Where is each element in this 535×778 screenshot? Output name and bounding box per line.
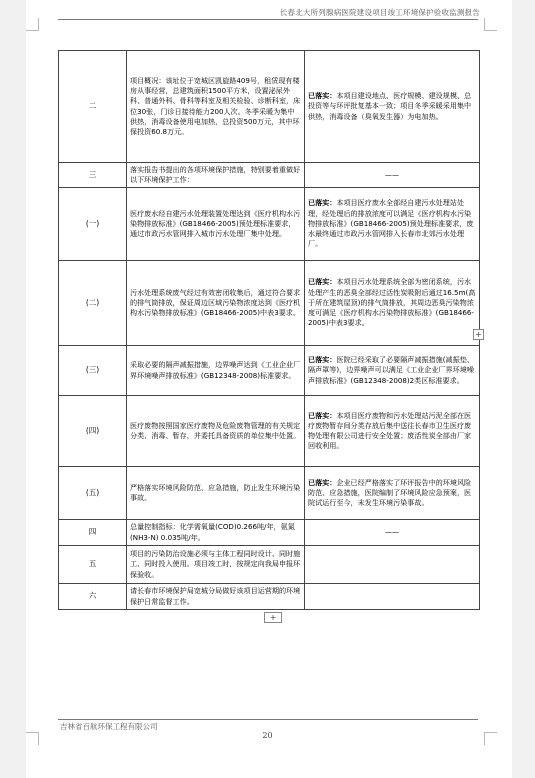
requirement-cell: 请长春市环境保护局宽城分局做好该项目运营期的环境保护日常监督工作。 <box>127 584 305 610</box>
status-label: 已落实： <box>308 198 337 208</box>
table-row <box>59 546 480 584</box>
table-row <box>59 261 480 346</box>
table-row <box>59 520 480 546</box>
implementation-cell <box>305 51 480 163</box>
header-rule <box>58 19 478 20</box>
table-row <box>59 584 480 610</box>
expand-table-bottom-icon[interactable]: + <box>264 612 282 623</box>
implementation-cell <box>305 546 480 584</box>
implementation-text: 本项目医疗废物和污水处理站污泥全部在医疗废物暂存间分类存放后集中送往长春市卫生医疗废物处理有限公司进行安全处置；废活性炭全部由厂家回收利用。 <box>308 410 472 451</box>
status-label: 已落实： <box>308 477 337 487</box>
status-label: 已落实： <box>308 277 337 287</box>
requirement-cell: 严格落实环境风险防范、应急措施，防止发生环境污染事故。 <box>127 467 305 520</box>
table-row <box>59 51 480 163</box>
requirement-cell: 总量控制指标：化学需氧量(COD)0.266吨/年，氨氮(NH3-N) 0.035吨/年。 <box>127 520 305 546</box>
row-number: (三) <box>59 346 127 396</box>
implementation-cell <box>305 467 480 520</box>
implementation-cell <box>305 396 480 467</box>
row-number: 六 <box>59 584 127 610</box>
table-row <box>59 467 480 520</box>
implementation-text: 本项目污水处理系统全部为密闭系统，污水处理产生的恶臭全部经过活性炭吸附后通过16.5m(高于所在建筑屋顶)的排气筒排放，其周边恶臭污染物浓度可满足《医疗机构水污染物排放标准》(GB18466-2005)中表3要求。 <box>308 277 476 328</box>
row-number: 四 <box>59 520 127 546</box>
implementation-cell <box>305 188 480 261</box>
row-number: (五) <box>59 467 127 520</box>
row-number: (四) <box>59 396 127 467</box>
requirement-cell: 项目概况：该址位于宽城区凯旋路409号，租赁现有楼房从事经营，总建筑面积1500平方米，设置泌尿外科、普通外科、骨科等科室及相关检验、诊断科室，床位30张，门诊日接待能力200人次。冬季采暖为集中供热，消毒设备使用电加热，总投资500万元，其中环保投资60.8万元。 <box>127 51 305 163</box>
crop-mark-top-left <box>26 18 39 31</box>
requirement-cell: 项目的污染防治设施必须与主体工程同时设计、同时施工、同时投入使用。项目竣工时，按规定向我局申报环保验收。 <box>127 546 305 584</box>
table-row <box>59 396 480 467</box>
table-row <box>59 346 480 396</box>
implementation-cell <box>305 346 480 396</box>
requirement-cell: 医疗废物按照国家医疗废物及危险废物管理的有关规定分类、消毒、暂存，并委托具备资质的单位集中处置。 <box>127 396 305 467</box>
crop-mark-top-right <box>484 18 497 31</box>
implementation-cell: —— <box>305 520 480 546</box>
footer-company: 吉林省百航环保工程有限公司 <box>60 722 158 731</box>
row-number: 三 <box>59 163 127 188</box>
implementation-text: 医院已经采取了必要隔声减振措施(减振垫、隔声罩等)，边界噪声可以满足《工业企业厂界环境噪声排放标准》(GB12348-2008)2类区标准要求。 <box>308 355 474 385</box>
status-label: 已落实： <box>308 91 337 101</box>
row-number: 二 <box>59 51 127 163</box>
implementation-cell <box>305 584 480 610</box>
implementation-text: 本项目建设地点、医疗规模、建设规模、总投资等与环评批复基本一致；项目冬季采暖采用集中供热，消毒设备（臭氧发生器）为电加热。 <box>308 91 472 121</box>
requirement-cell: 采取必要的隔声减振措施，边界噪声达到《工业企业厂界环境噪声排放标准》(GB12348-2008)标准要求。 <box>127 346 305 396</box>
row-number: 五 <box>59 546 127 584</box>
expand-table-right-icon[interactable]: + <box>473 329 484 340</box>
requirement-cell: 落实报告书提出的各项环境保护措施，特别要着重做好以下环境保护工作： <box>127 163 305 188</box>
table-row <box>59 188 480 261</box>
requirement-cell: 污水处理系统废气经过有效密闭收集后，通过符合要求的排气筒排放，保证周边区域污染物浓度达到《医疗机构水污染物排放标准》(GB18466-2005)中表3要求。 <box>127 261 305 346</box>
page-header-title: 长春北大所列腺病医院建设项目竣工环境保护验收监测报告 <box>279 8 480 17</box>
implementation-text: 本项目医疗废水全部经自建污水处理站处理，经处理后的排放浓度可以满足《医疗机构水污染物排放标准》(GB18466-2005)预处理标准要求，废水最终通过市政污水管网排入长春市北郊污水处理厂。 <box>308 198 474 249</box>
compliance-table <box>58 50 480 610</box>
page-number: 20 <box>262 731 273 740</box>
table-row <box>59 163 480 188</box>
requirement-cell: 医疗废水经自建污水处理装置处理达到《医疗机构水污染物排放标准》(GB18466-2005)预处理标准要求，通过市政污水管网排入城市污水处理厂集中处理。 <box>127 188 305 261</box>
implementation-text: 企业已经严格落实了环评报告中的环境风险防范、应急措施，医院编制了环境风险应急预案，医院试运行至今，未发生环境污染事故。 <box>308 477 472 508</box>
footer-rule <box>58 719 478 720</box>
implementation-cell <box>305 261 480 346</box>
status-label: 已落实： <box>308 355 337 365</box>
row-number: (一) <box>59 188 127 261</box>
row-number: (二) <box>59 261 127 346</box>
status-label: 已落实： <box>308 410 337 420</box>
implementation-cell: —— <box>305 163 480 188</box>
